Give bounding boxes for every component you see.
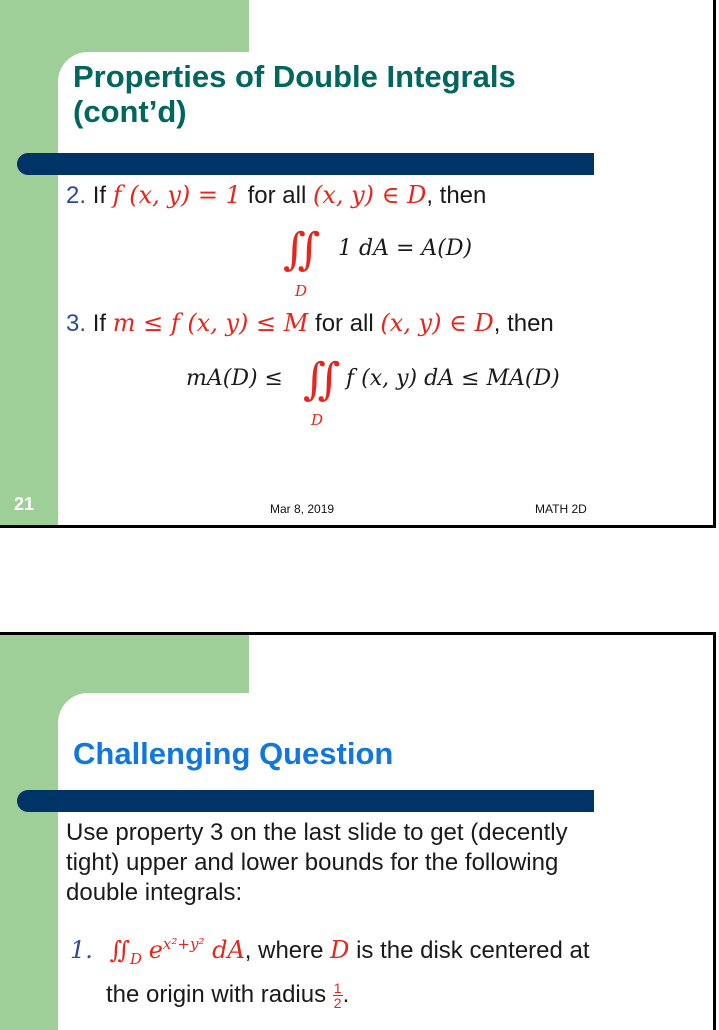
exponential-base: e [148,936,163,964]
double-integral-symbol: ∬ [283,224,321,275]
integral-region-label: D [130,949,143,968]
for-all-text: for all [315,310,374,337]
body-line-2: tight) upper and lower bounds for the following [66,849,559,876]
then-text: , then [493,310,554,337]
math-expression: (x, y) ∈ D [380,309,494,337]
period: . [342,981,350,1008]
fraction-denominator: 2 [333,995,342,1012]
title-divider-bar [17,790,594,812]
math-expression: m ≤ f (x, y) ≤ M [112,309,309,337]
item-number: 1. [70,936,93,964]
body-line-1: Use property 3 on the last slide to get (decently [66,819,568,846]
math-expression: (x, y) ∈ D [312,181,427,209]
inequality-lhs: mA(D) ≤ [186,366,283,391]
footer-course: MATH 2D [535,502,587,516]
if-word: If [92,310,107,337]
inequality-rhs: f (x, y) dA ≤ MA(D) [346,366,560,391]
title-line-2: (cont’d) [73,94,187,129]
question-item-1 [70,935,590,968]
item-number: 2. [66,182,87,209]
origin-radius-text: the origin with radius [106,981,327,1008]
for-all-text: for all [247,182,307,209]
slide-22 [0,632,716,1030]
integral-expression: 1 dA = A(D) [338,236,473,261]
fraction-numerator: 1 [333,980,342,997]
fraction-one-half [333,981,343,1010]
differential: dA [204,936,245,964]
region-variable: D [330,936,350,964]
slide-number: 21 [14,494,35,514]
property-2-statement [66,181,486,210]
item-number: 3. [66,310,87,337]
slide-title [73,59,516,129]
footer-date: Mar 8, 2019 [270,502,335,516]
math-expression: f (x, y) = 1 [112,181,241,209]
title-divider-bar [17,153,594,175]
property-3-statement [66,309,554,338]
slide-title: Challenging Question [73,736,394,771]
if-word: If [92,182,107,209]
title-line-1: Properties of Double Integrals [73,59,516,94]
double-integral-symbol: ∬ [109,936,131,964]
integral-region-label: D [311,411,324,429]
where-text: , where [244,937,324,964]
body-line-3: double integrals: [66,879,243,906]
body-text [66,818,568,908]
question-item-1-line2 [106,981,349,1010]
double-integral-symbol: ∬ [303,354,341,405]
exponent: x²+y² [162,935,205,953]
integral-region-label: D [295,282,308,300]
disk-description: is the disk centered at [356,937,590,964]
then-text: , then [426,182,487,209]
